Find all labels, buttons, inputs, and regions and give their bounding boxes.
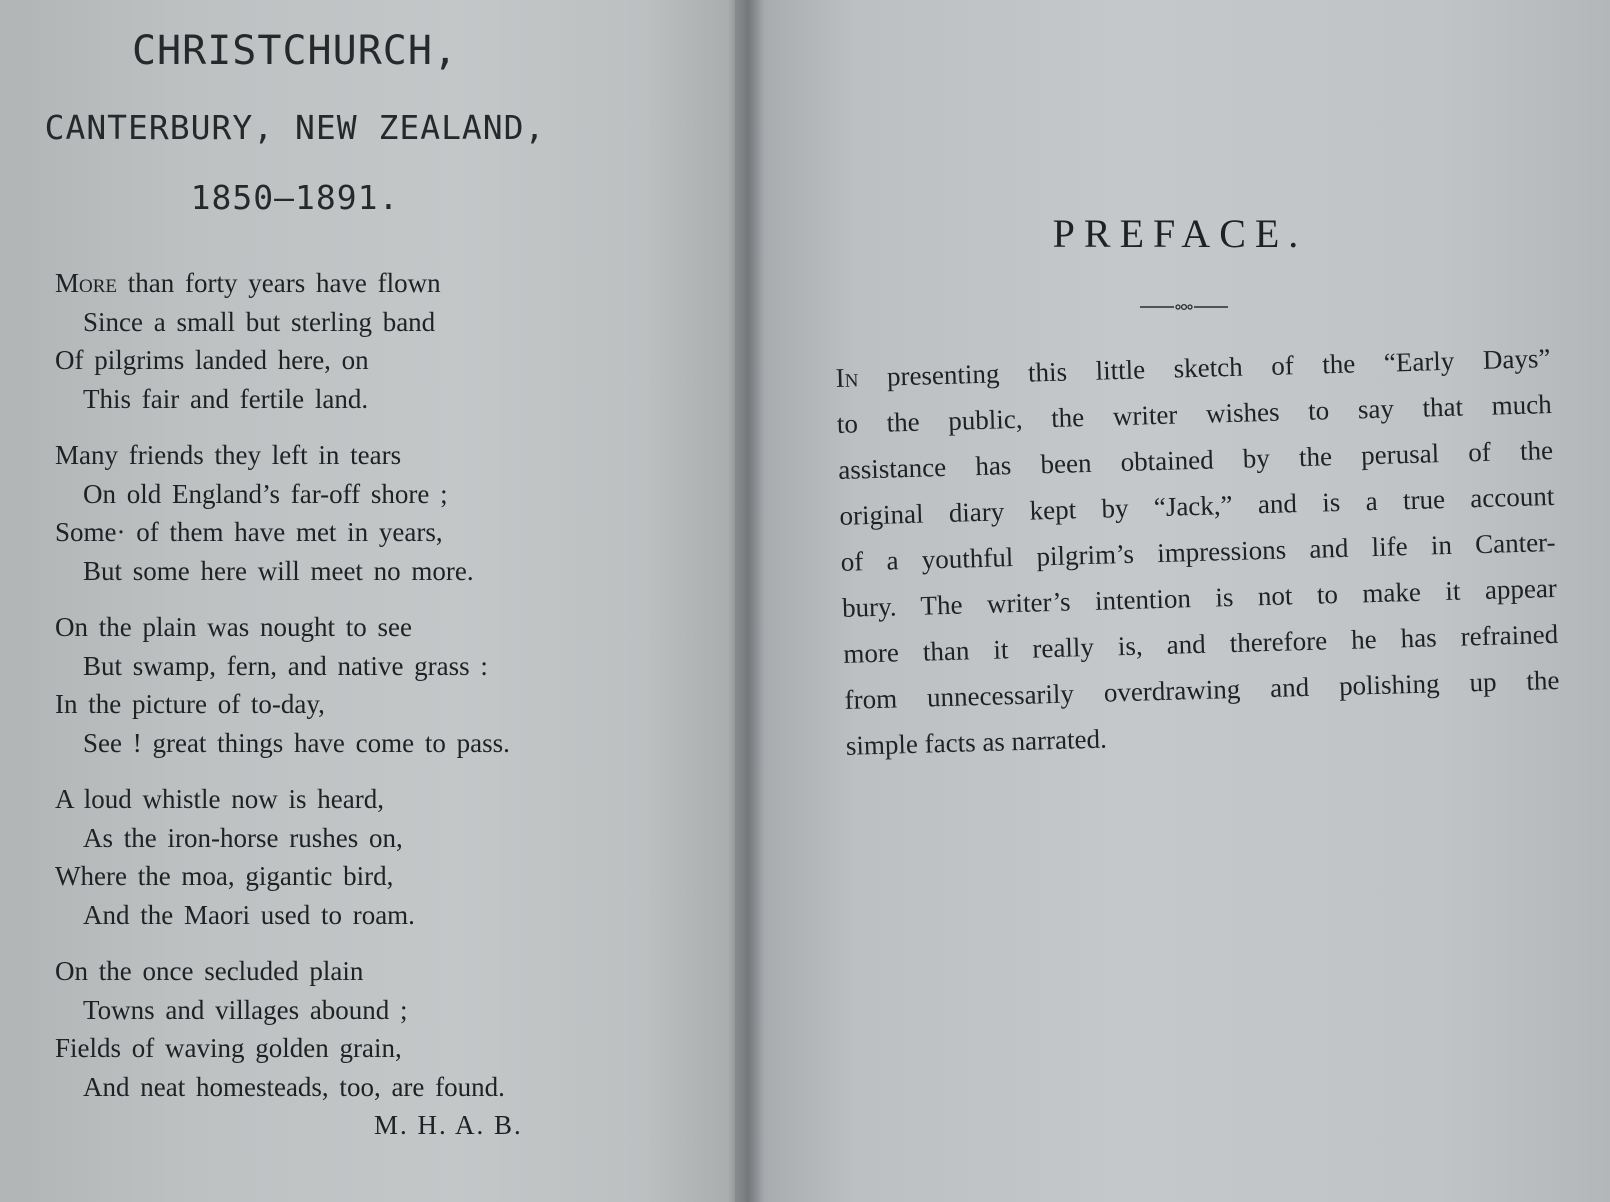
left-page bbox=[0, 0, 760, 1202]
poem-signature: M. H. A. B. bbox=[374, 1110, 523, 1140]
poem-stanza bbox=[55, 608, 675, 762]
poem-lead-word: More bbox=[55, 268, 118, 298]
title-city: CHRISTCHURCH, bbox=[131, 28, 459, 74]
poem-line: In the picture of to-day, bbox=[55, 689, 325, 719]
preface-lead-word: In bbox=[835, 362, 859, 393]
poem-line bbox=[55, 264, 675, 303]
preface-paragraph bbox=[835, 335, 1561, 769]
poem-line: And the Maori used to roam. bbox=[83, 899, 415, 930]
preface-line: assistance has been obtained by the perusal of the bbox=[837, 434, 1554, 485]
poem-line: Some· of them have met in years, bbox=[55, 517, 443, 547]
poem-line: A loud whistle now is heard, bbox=[55, 784, 384, 814]
preface-line: from unnecessarily overdrawing and polishing up the bbox=[844, 664, 1560, 715]
poem-line: Of pilgrims landed here, on bbox=[55, 345, 369, 375]
book-gutter bbox=[728, 0, 764, 1202]
poem-line: Towns and villages abound ; bbox=[83, 994, 408, 1025]
poem-line: But swamp, fern, and native grass : bbox=[83, 650, 488, 681]
preface-line: original diary kept by “Jack,” and is a true account bbox=[839, 480, 1555, 531]
poem-line: As the iron-horse rushes on, bbox=[83, 822, 403, 853]
decorative-rule-ornament-icon bbox=[1140, 302, 1228, 312]
title-years: 1850—1891. bbox=[190, 178, 400, 217]
preface-line: more than it really is, and therefore he has refrained bbox=[842, 618, 1559, 669]
poem-line: Where the moa, gigantic bird, bbox=[55, 861, 394, 891]
preface-line: bury. The writer’s intention is not to make it appear bbox=[841, 572, 1558, 623]
poem-stanza bbox=[55, 264, 675, 418]
poem-line: On the plain was nought to see bbox=[55, 612, 412, 642]
title-region: CANTERBURY, NEW ZEALAND, bbox=[44, 108, 546, 147]
preface-line: of a youthful pilgrim’s impressions and life in Canter- bbox=[840, 526, 1556, 577]
preface-heading: PREFACE. bbox=[1052, 211, 1308, 256]
poem-line: See ! great things have come to pass. bbox=[83, 727, 510, 758]
poem bbox=[55, 264, 675, 1124]
preface-line-text: presenting this little sketch of the “Early Days” bbox=[857, 343, 1551, 393]
poem-line-text: than forty years have flown bbox=[117, 268, 441, 298]
preface-line: to the public, the writer wishes to say that much bbox=[836, 389, 1553, 439]
poem-stanza bbox=[55, 952, 675, 1106]
poem-line: Since a small but sterling band bbox=[83, 306, 436, 337]
poem-line: Many friends they left in tears bbox=[55, 440, 402, 470]
poem-line: This fair and fertile land. bbox=[83, 383, 369, 414]
poem-stanza bbox=[55, 780, 675, 934]
poem-line: On the once secluded plain bbox=[55, 956, 364, 986]
poem-stanza bbox=[55, 436, 675, 590]
poem-line: And neat homesteads, too, are found. bbox=[83, 1071, 505, 1102]
poem-line: On old England’s far-off shore ; bbox=[83, 478, 448, 509]
poem-line: But some here will meet no more. bbox=[83, 555, 474, 586]
preface-line: simple facts as narrated. bbox=[845, 723, 1108, 761]
poem-line: Fields of waving golden grain, bbox=[55, 1033, 402, 1063]
